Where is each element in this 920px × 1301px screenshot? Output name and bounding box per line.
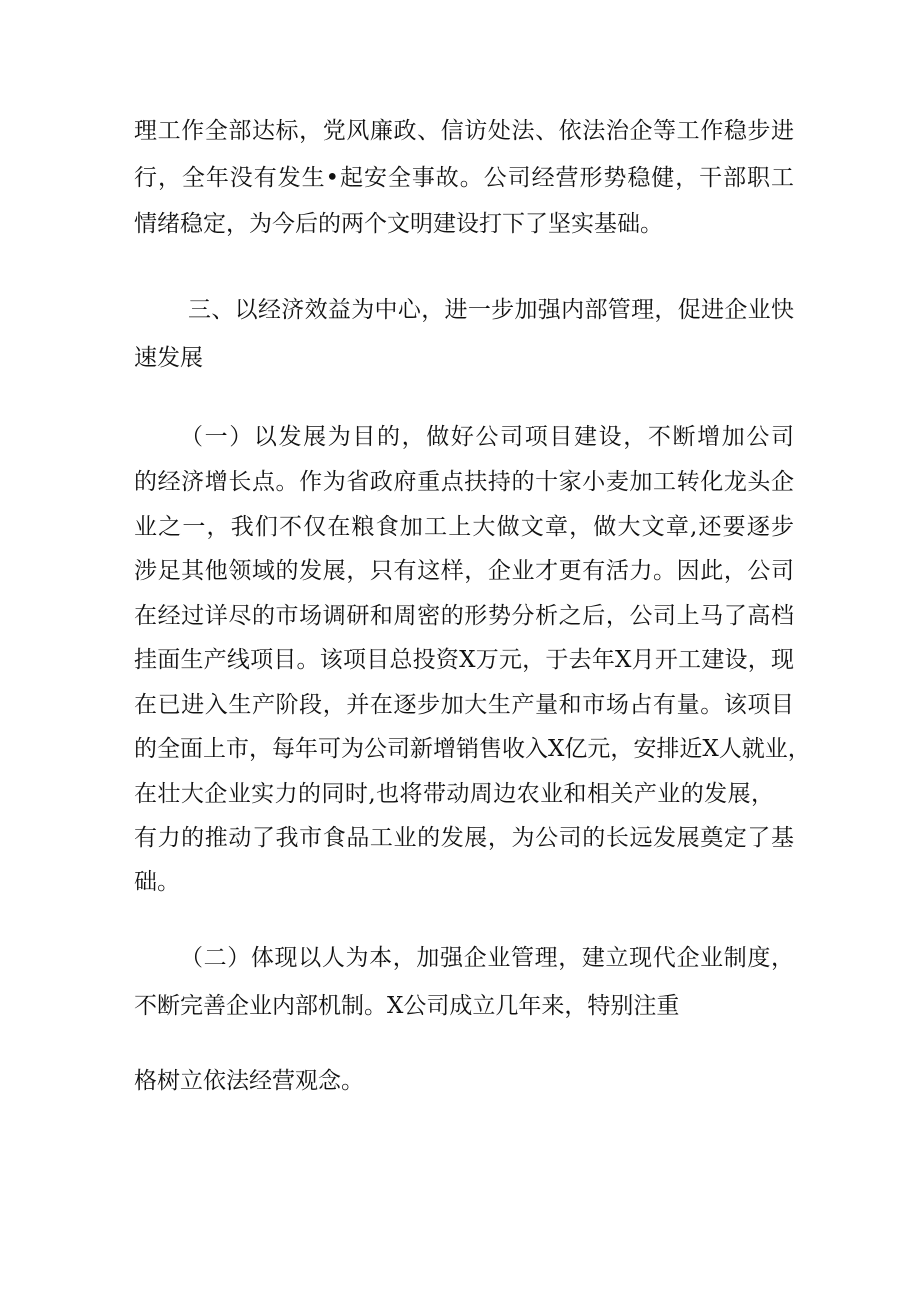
text-line: （二）体现以人为本，加强企业管理，建立现代企业制度， [180, 945, 794, 971]
text-line: 格树立依法经营观念。 [134, 1068, 364, 1094]
text-line: 挂面生产线项目。该项目总投资X万元，于去年X月开工建设，现 [134, 647, 794, 673]
text-line: 不断完善企业内部机制。X公司成立几年来，特别注重 [134, 993, 680, 1019]
text-line: 的全面上市，每年可为公司新增销售收入X亿元，安排近X人就业， [134, 736, 811, 762]
section-heading-line: 三、以经济效益为中心，进一步加强内部管理，促进企业快 [188, 297, 794, 323]
section-heading-line: 速发展 [134, 345, 203, 371]
text-line: 行，全年没有发生•起安全事故。公司经营形势稳健，干部职工 [134, 165, 794, 191]
text-line: 涉足其他领域的发展，只有这样，企业才更有活力。因此，公司 [134, 558, 794, 584]
text-line: 在壮大企业实力的同时,也将带动周边农业和相关产业的发展， [134, 781, 774, 807]
text-line: 情绪稳定，为今后的两个文明建设打下了坚实基础。 [134, 211, 663, 237]
text-line: 在经过详尽的市场调研和周密的形势分析之后，公司上马了高档 [134, 603, 794, 629]
text-line: 理工作全部达标，党风廉政、信访处法、依法治企等工作稳步进 [134, 118, 794, 144]
text-line: （一）以发展为目的，做好公司项目建设，不断增加公司 [180, 424, 794, 450]
text-line: 有力的推动了我市食品工业的发展，为公司的长远发展奠定了基 [134, 825, 794, 851]
text-line: 业之一，我们不仅在粮食加工上大做文章，做大文章,还要逐步 [134, 514, 794, 540]
text-line: 在已进入生产阶段，并在逐步加大生产量和市场占有量。该项目 [134, 692, 794, 718]
text-line: 的经济增长点。作为省政府重点扶持的十家小麦加工转化龙头企 [134, 469, 794, 495]
text-line: 础。 [134, 869, 180, 895]
